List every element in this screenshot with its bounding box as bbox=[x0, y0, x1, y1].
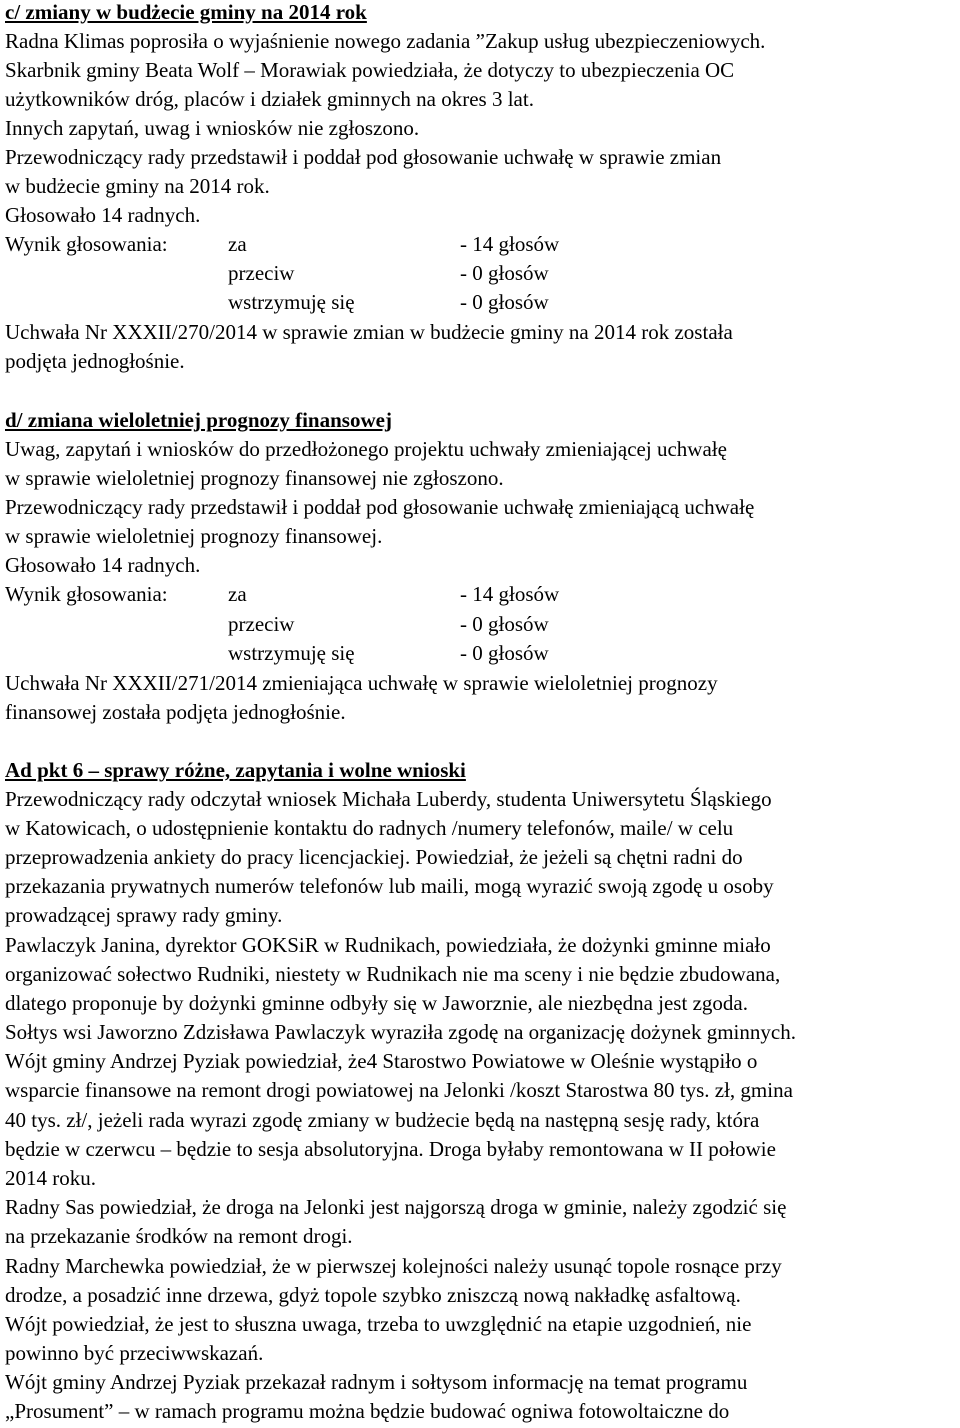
paragraph-line: Sołtys wsi Jaworzno Zdzisława Pawlaczyk wyraziła zgodę na organizację dożynek gminnych. bbox=[5, 1020, 796, 1044]
paragraph-line: w sprawie wieloletniej prognozy finansowej nie zgłoszono. bbox=[5, 466, 504, 490]
paragraph-line: prowadzącej sprawy rady gminy. bbox=[5, 903, 283, 927]
resolution-line: Uchwała Nr XXXII/270/2014 w sprawie zmian w budżecie gminy na 2014 rok została bbox=[5, 320, 733, 344]
paragraph-line: Pawlaczyk Janina, dyrektor GOKSiR w Rudnikach, powiedziała, że dożynki gminne miało bbox=[5, 933, 771, 957]
vote-result: - 0 głosów bbox=[460, 290, 549, 314]
paragraph-line: Uwag, zapytań i wniosków do przedłożonego projektu uchwały zmieniającej uchwałę bbox=[5, 437, 727, 461]
paragraph-line: Przewodniczący rady przedstawił i poddał pod głosowanie uchwałę w sprawie zmian bbox=[5, 145, 722, 169]
paragraph-line: Wójt powiedział, że jest to słuszna uwaga, trzeba to uwzględnić na etapie uzgodnień, nie bbox=[5, 1312, 752, 1336]
vote-option: przeciw bbox=[228, 612, 295, 636]
vote-label: Wynik głosowania: bbox=[5, 232, 168, 256]
vote-option: za bbox=[228, 232, 247, 256]
paragraph-line: Innych zapytań, uwag i wniosków nie zgłoszono. bbox=[5, 116, 420, 140]
vote-row-for bbox=[5, 580, 560, 609]
paragraph-line: Skarbnik gminy Beata Wolf – Morawiak powiedziała, że dotyczy to ubezpieczenia OC bbox=[5, 58, 735, 82]
vote-label: Wynik głosowania: bbox=[5, 582, 168, 606]
paragraph-line: organizować sołectwo Rudniki, niestety w Rudnikach nie ma sceny i nie będzie zbudowana, bbox=[5, 962, 781, 986]
vote-option: wstrzymuję się bbox=[228, 641, 355, 665]
section-6-heading: Ad pkt 6 – sprawy różne, zapytania i wolne wnioski bbox=[5, 758, 466, 782]
paragraph-line: przekazania prywatnych numerów telefonów lub maili, mogą wyrazić swoją zgodę u osoby bbox=[5, 874, 774, 898]
paragraph-line: 2014 roku. bbox=[5, 1166, 96, 1190]
vote-result: - 14 głosów bbox=[460, 582, 560, 606]
vote-option: przeciw bbox=[228, 261, 295, 285]
vote-result: - 0 głosów bbox=[460, 612, 549, 636]
paragraph-line: „Prosument” – w ramach programu można będzie budować ogniwa fotowoltaiczne do bbox=[5, 1399, 730, 1423]
paragraph-line: Wójt gminy Andrzej Pyziak przekazał radnym i sołtysom informację na temat programu bbox=[5, 1370, 748, 1394]
paragraph-line: Radny Marchewka powiedział, że w pierwszej kolejności należy usunąć topole rosnące przy bbox=[5, 1254, 782, 1278]
paragraph-line: w Katowicach, o udostępnienie kontaktu do radnych /numery telefonów, maile/ w celu bbox=[5, 816, 734, 840]
paragraph-line: dlatego proponuje by dożynki gminne odbyły się w Jaworznie, ale niezbędna jest zgoda. bbox=[5, 991, 748, 1015]
paragraph-line: Przewodniczący rady przedstawił i poddał pod głosowanie uchwałę zmieniającą uchwałę bbox=[5, 495, 755, 519]
paragraph-line: Wójt gminy Andrzej Pyziak powiedział, że4 Starostwo Powiatowe w Oleśnie wystąpiło o bbox=[5, 1049, 758, 1073]
paragraph-line: Głosowało 14 radnych. bbox=[5, 553, 201, 577]
paragraph-line: Przewodniczący rady odczytał wniosek Michała Luberdy, studenta Uniwersytetu Śląskiego bbox=[5, 787, 772, 811]
resolution-line: finansowej została podjęta jednogłośnie. bbox=[5, 700, 346, 724]
paragraph-line: wsparcie finansowe na remont drogi powiatowej na Jelonki /koszt Starostwa 80 tys. zł, gmina bbox=[5, 1078, 793, 1102]
section-d-heading: d/ zmiana wieloletniej prognozy finansowej bbox=[5, 408, 392, 432]
vote-result: - 0 głosów bbox=[460, 641, 549, 665]
paragraph-line: na przekazanie środków na remont drogi. bbox=[5, 1224, 353, 1248]
resolution-line: podjęta jednogłośnie. bbox=[5, 349, 185, 373]
paragraph-line: w budżecie gminy na 2014 rok. bbox=[5, 174, 270, 198]
paragraph-line: będzie w czerwcu – będzie to sesja absolutoryjna. Droga byłaby remontowana w II połowie bbox=[5, 1137, 776, 1161]
paragraph-line: w sprawie wieloletniej prognozy finansowej. bbox=[5, 524, 383, 548]
paragraph-line: Radny Sas powiedział, że droga na Jelonki jest najgorszą droga w gminie, należy zgodzić się bbox=[5, 1195, 787, 1219]
paragraph-line: użytkowników dróg, placów i działek gminnych na okres 3 lat. bbox=[5, 87, 534, 111]
vote-option: wstrzymuję się bbox=[228, 290, 355, 314]
paragraph-line: powinno być przeciwwskazań. bbox=[5, 1341, 264, 1365]
vote-row-for bbox=[5, 230, 560, 259]
paragraph-line: drodze, a posadzić inne drzewa, gdyż topole szybko zniszczą nową nakładkę asfaltową. bbox=[5, 1283, 741, 1307]
resolution-line: Uchwała Nr XXXII/271/2014 zmieniająca uchwałę w sprawie wieloletniej prognozy bbox=[5, 671, 718, 695]
section-c-heading: c/ zmiany w budżecie gminy na 2014 rok bbox=[5, 0, 367, 24]
vote-result: - 0 głosów bbox=[460, 261, 549, 285]
vote-option: za bbox=[228, 582, 247, 606]
paragraph-line: Radna Klimas poprosiła o wyjaśnienie nowego zadania ”Zakup usług ubezpieczeniowych. bbox=[5, 29, 766, 53]
vote-result: - 14 głosów bbox=[460, 232, 560, 256]
paragraph-line: Głosowało 14 radnych. bbox=[5, 203, 201, 227]
paragraph-line: 40 tys. zł/, jeżeli rada wyrazi zgodę zmiany w budżecie będą na następną sesję rady, która bbox=[5, 1108, 760, 1132]
paragraph-line: przeprowadzenia ankiety do pracy licencjackiej. Powiedział, że jeżeli są chętni radni do bbox=[5, 845, 743, 869]
